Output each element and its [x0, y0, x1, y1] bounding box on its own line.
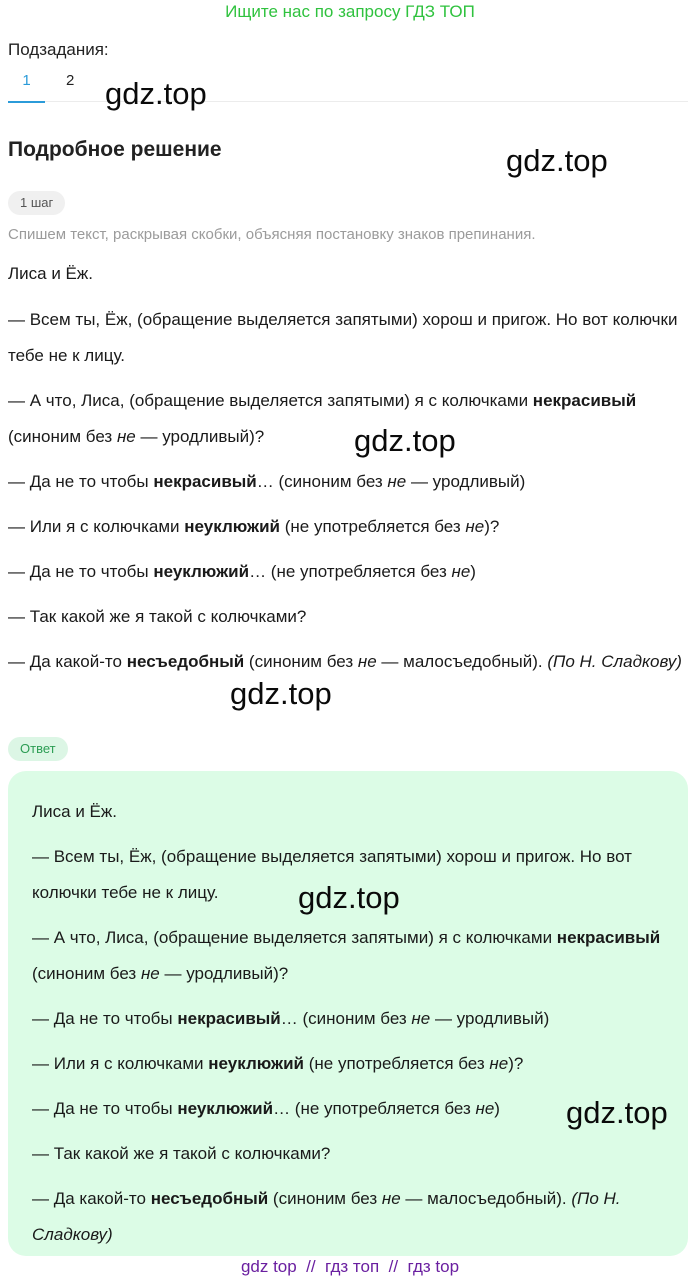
subtasks-label: Подзадания:: [8, 40, 109, 59]
section-title: Подробное решение: [8, 138, 222, 161]
text-line: — Да не то чтобы некрасивый… (синоним без не — уродливый): [32, 1009, 550, 1028]
text-line: — Или я с колючками неуклюжий (не употребляется без не)?: [8, 517, 500, 536]
answer-text: [32, 794, 682, 1262]
text-line: — Да какой-то несъедобный (синоним без не — малосъедобный). (По Н. Сладкову): [32, 1189, 621, 1244]
step-badge: 1 шаг: [8, 191, 65, 215]
text-line: — Да какой-то несъедобный (синоним без не — малосъедобный). (По Н. Сладкову): [8, 652, 682, 671]
text-line: — А что, Лиса, (обращение выделяется запятыми) я с колючками некрасивый (синоним без не — уродливый)?: [32, 928, 661, 983]
search-banner: Ищите нас по запросу ГДЗ ТОП: [225, 2, 475, 21]
answer-badge: Ответ: [8, 737, 68, 761]
watermark: gdz.top: [566, 1095, 668, 1130]
tab-subtask-2[interactable]: 2: [66, 72, 75, 89]
text-line: — Да не то чтобы неуклюжий… (не употребляется без не): [32, 1099, 500, 1118]
text-line: — Или я с колючками неуклюжий (не употребляется без не)?: [32, 1054, 524, 1073]
solution-text: [8, 256, 698, 689]
text-line: — А что, Лиса, (обращение выделяется запятыми) я с колючками некрасивый (синоним без не — уродливый)?: [8, 391, 637, 446]
watermark: gdz.top: [298, 880, 400, 915]
text-line: — Всем ты, Ёж, (обращение выделяется запятыми) хорош и пригож. Но вот колючки тебе не к лицу.: [32, 847, 632, 902]
text-line: — Да не то чтобы некрасивый… (синоним без не — уродливый): [8, 472, 526, 491]
step-hint: Спишем текст, раскрывая скобки, объясняя постановку знаков препинания.: [8, 226, 536, 243]
text-line: — Так какой же я такой с колючками?: [32, 1144, 331, 1163]
watermark: gdz.top: [354, 423, 456, 458]
watermark: gdz.top: [506, 143, 608, 178]
tab-subtask-1[interactable]: 1: [8, 72, 45, 103]
text-title: Лиса и Ёж.: [8, 264, 93, 283]
text-title: Лиса и Ёж.: [32, 802, 117, 821]
text-line: — Так какой же я такой с колючками?: [8, 607, 307, 626]
text-line: — Всем ты, Ёж, (обращение выделяется запятыми) хорош и пригож. Но вот колючки тебе не к лицу.: [8, 310, 678, 365]
text-line: — Да не то чтобы неуклюжий… (не употребляется без не): [8, 562, 476, 581]
watermark: gdz.top: [230, 676, 332, 711]
watermark: gdz.top: [105, 76, 207, 111]
footer-links[interactable]: gdz top // гдз топ // гдз top: [240, 1257, 460, 1276]
